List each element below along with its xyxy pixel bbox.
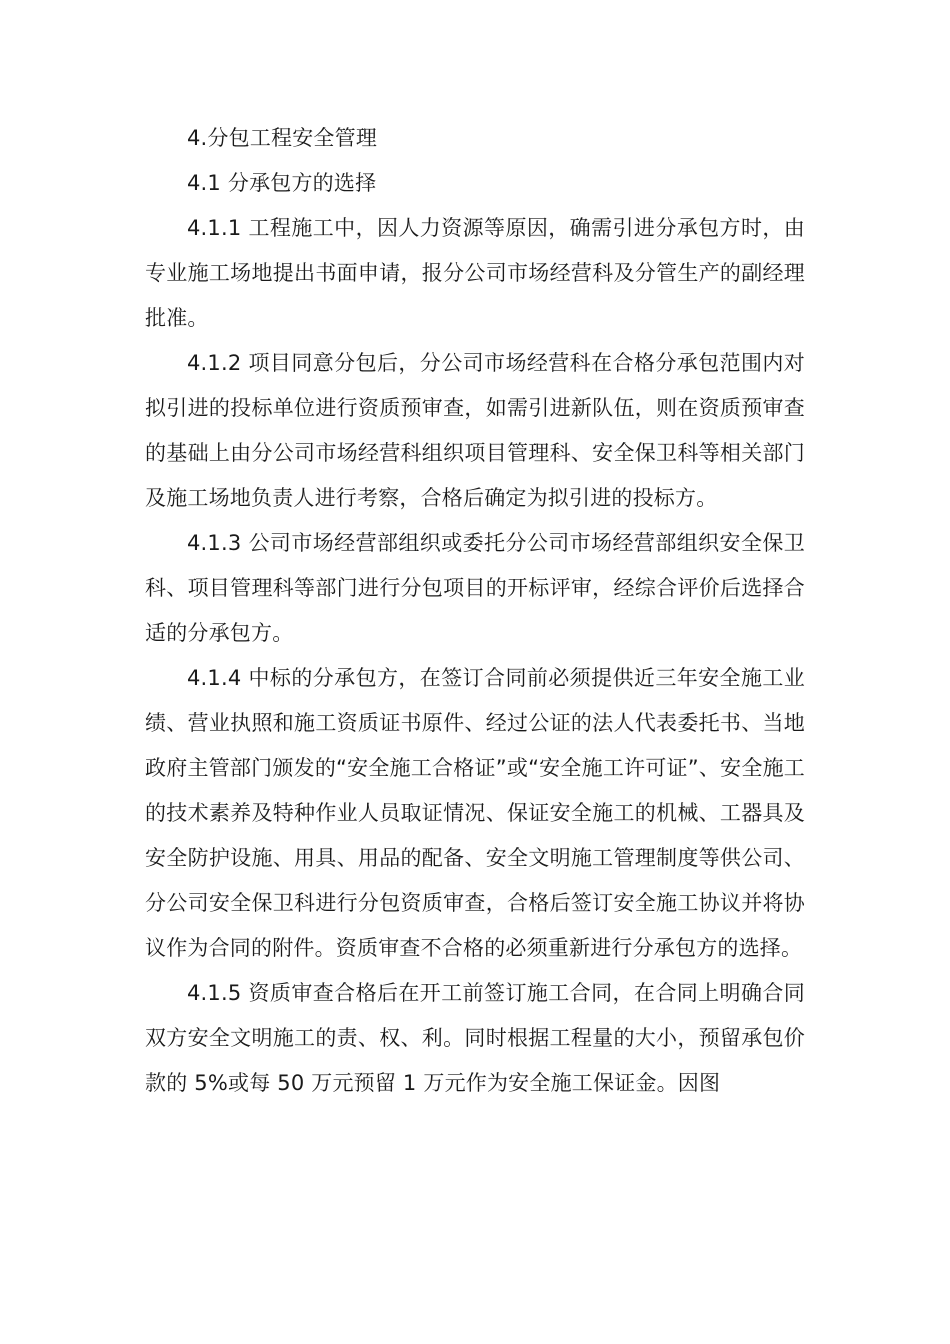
document-body <box>145 116 805 1106</box>
paragraph-4-1-5: 4.1.5 资质审查合格后在开工前签订施工合同，在合同上明确合同双方安全文明施工的责、权、利。同时根据工程量的大小，预留承包价款的 5%或每 50 万元预留 1 万元作为安全施工保证金。因图 <box>145 981 805 1095</box>
paragraph-4-1-1: 4.1.1 工程施工中，因人力资源等原因，确需引进分承包方时，由专业施工场地提出书面申请，报分公司市场经营科及分管生产的副经理批准。 <box>145 216 805 330</box>
section-heading-4: 4.分包工程安全管理 <box>187 126 378 150</box>
paragraph-4-1-4: 4.1.4 中标的分承包方，在签订合同前必须提供近三年安全施工业绩、营业执照和施工资质证书原件、经过公证的法人代表委托书、当地政府主管部门颁发的“安全施工合格证”或“安全施工许可证”、安全施工的技术素养及特种作业人员取证情况、保证安全施工的机械、工器具及安全防护设施、用具、用品的配备、安全文明施工管理制度等供公司、分公司安全保卫科进行分包资质审查，合格后签订安全施工协议并将协议作为合同的附件。资质审查不合格的必须重新进行分承包方的选择。 <box>145 666 805 960</box>
paragraph-4-1-3: 4.1.3 公司市场经营部组织或委托分公司市场经营部组织安全保卫科、项目管理科等部门进行分包项目的开标评审，经综合评价后选择合适的分承包方。 <box>145 531 805 645</box>
paragraph-4-1-2: 4.1.2 项目同意分包后，分公司市场经营科在合格分承包范围内对拟引进的投标单位进行资质预审查，如需引进新队伍，则在资质预审查的基础上由分公司市场经营科组织项目管理科、安全保卫科等相关部门及施工场地负责人进行考察，合格后确定为拟引进的投标方。 <box>145 351 805 510</box>
subsection-heading-4-1: 4.1 分承包方的选择 <box>187 171 377 195</box>
